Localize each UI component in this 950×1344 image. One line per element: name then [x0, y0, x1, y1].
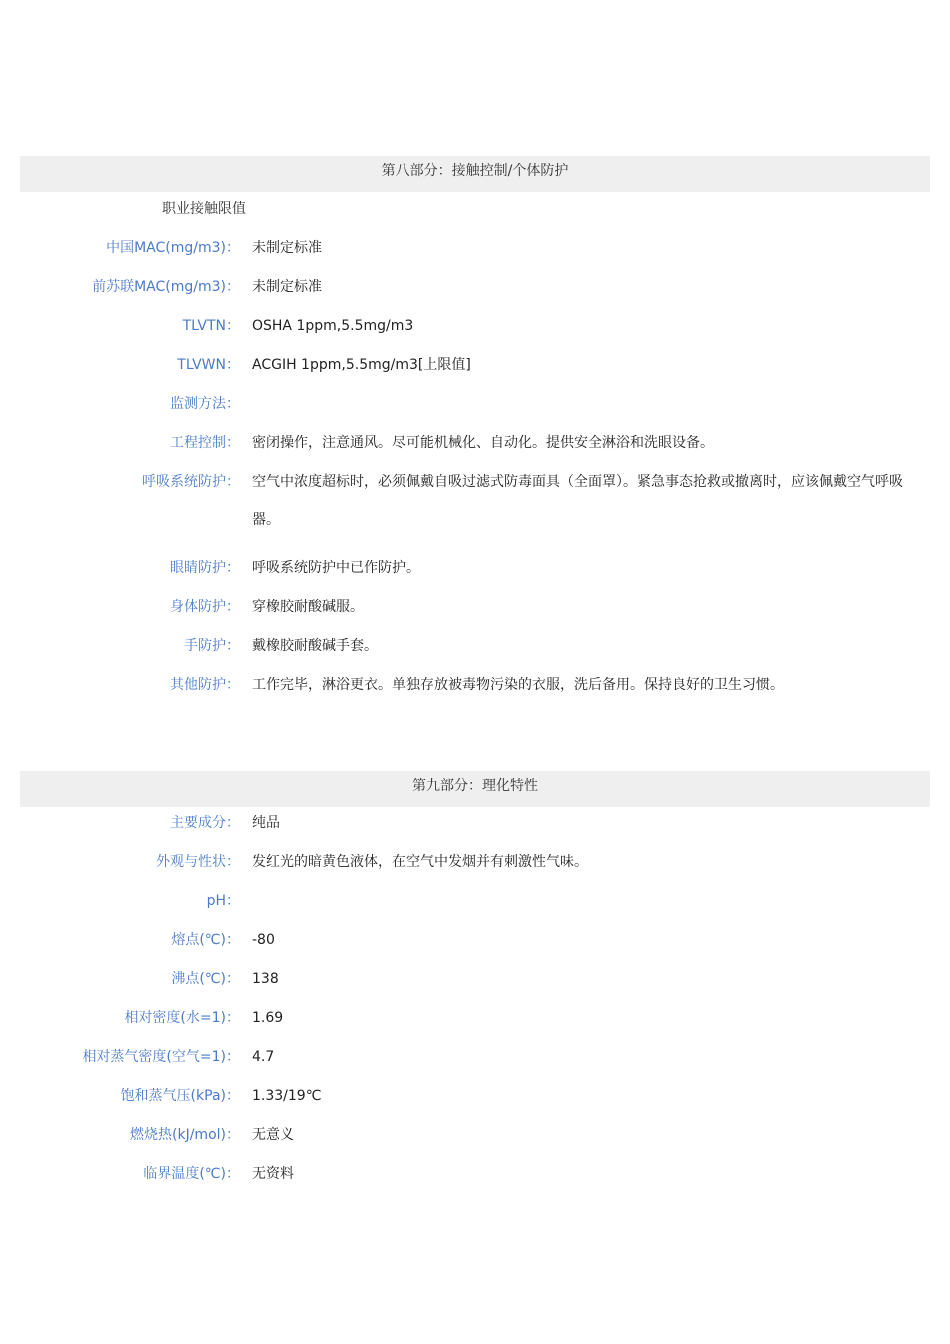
row-label: 相对密度(水=1)：: [124, 1010, 240, 1026]
row-label: 身体防护：: [170, 599, 240, 615]
row-relative-vapor-density: [20, 1047, 930, 1067]
row-monitoring-method: [20, 394, 930, 414]
row-value: 呼吸系统防护中已作防护。: [252, 560, 420, 576]
row-label: 其他防护：: [170, 677, 240, 693]
row-value: 戴橡胶耐酸碱手套。: [252, 638, 378, 654]
row-value: 无意义: [252, 1127, 294, 1143]
row-label: 手防护：: [184, 638, 240, 654]
row-relative-density: [20, 1008, 930, 1028]
row-boiling-point: [20, 969, 930, 989]
row-ussr-mac: [20, 277, 930, 297]
row-hand-protection: [20, 636, 930, 656]
row-label: 眼睛防护：: [170, 560, 240, 576]
row-engineering-control: [20, 433, 930, 453]
row-ph: [20, 891, 930, 911]
row-value: OSHA 1ppm,5.5mg/m3: [252, 318, 414, 334]
row-label: 工程控制：: [170, 435, 240, 451]
section-8-title: 第八部分：接触控制/个体防护: [20, 156, 930, 192]
row-value: 1.69: [252, 1010, 284, 1026]
row-china-mac: [20, 238, 930, 258]
row-value: 发红光的暗黄色液体，在空气中发烟并有刺激性气味。: [252, 854, 588, 870]
row-label: 中国MAC(mg/m3)：: [106, 240, 240, 256]
row-value: 纯品: [252, 815, 280, 831]
row-label: 沸点(℃)：: [171, 971, 240, 987]
row-value: 空气中浓度超标时，必须佩戴自吸过滤式防毒面具（全面罩）。紧急事态抢救或撤离时，应该佩戴空气呼吸器。: [252, 474, 903, 528]
row-value: 未制定标准: [252, 279, 322, 295]
row-label: 相对蒸气密度(空气=1)：: [82, 1049, 240, 1065]
row-label: 前苏联MAC(mg/m3)：: [92, 279, 240, 295]
row-label: 呼吸系统防护：: [142, 474, 240, 490]
row-value: 密闭操作，注意通风。尽可能机械化、自动化。提供安全淋浴和洗眼设备。: [252, 435, 714, 451]
row-appearance: [20, 852, 930, 872]
row-label: pH：: [206, 893, 240, 909]
row-label: 饱和蒸气压(kPa)：: [120, 1088, 240, 1104]
row-label: 熔点(℃)：: [171, 932, 240, 948]
row-eye-protection: [20, 558, 930, 578]
section-9-rows: [20, 813, 930, 1184]
row-label: 主要成分：: [170, 815, 240, 831]
row-label: TLVTN：: [182, 318, 240, 334]
row-label: 监测方法：: [170, 396, 240, 412]
row-value: 穿橡胶耐酸碱服。: [252, 599, 364, 615]
row-value: 无资料: [252, 1166, 294, 1182]
row-critical-temperature: [20, 1164, 930, 1184]
row-value: 4.7: [252, 1049, 275, 1065]
section-8: [20, 156, 930, 695]
row-value: 工作完毕，淋浴更衣。单独存放被毒物污染的衣服，洗后备用。保持良好的卫生习惯。: [252, 677, 784, 693]
row-heat-of-combustion: [20, 1125, 930, 1145]
row-value: 138: [252, 971, 279, 987]
row-respiratory-protection: [20, 472, 930, 539]
row-label: 外观与性状：: [156, 854, 240, 870]
row-value: ACGIH 1ppm,5.5mg/m3[上限值]: [252, 357, 471, 373]
row-value: 1.33/19℃: [252, 1088, 322, 1104]
row-label: 燃烧热(kJ/mol)：: [130, 1127, 240, 1143]
row-main-component: [20, 813, 930, 833]
section-8-rows: [20, 199, 930, 695]
section-9: [20, 771, 930, 1184]
row-tlvwn: [20, 355, 930, 375]
section-9-title: 第九部分：理化特性: [20, 771, 930, 807]
row-saturated-vapor-pressure: [20, 1086, 930, 1106]
row-value: 未制定标准: [252, 240, 322, 256]
section-8-subheader-row: [20, 199, 930, 219]
row-label: TLVWN：: [177, 357, 240, 373]
row-value: -80: [252, 932, 275, 948]
row-body-protection: [20, 597, 930, 617]
occupational-exposure-limits-heading: 职业接触限值: [162, 201, 246, 217]
row-other-protection: [20, 675, 930, 695]
row-tlvtn: [20, 316, 930, 336]
row-label: 临界温度(℃)：: [143, 1166, 240, 1182]
row-melting-point: [20, 930, 930, 950]
